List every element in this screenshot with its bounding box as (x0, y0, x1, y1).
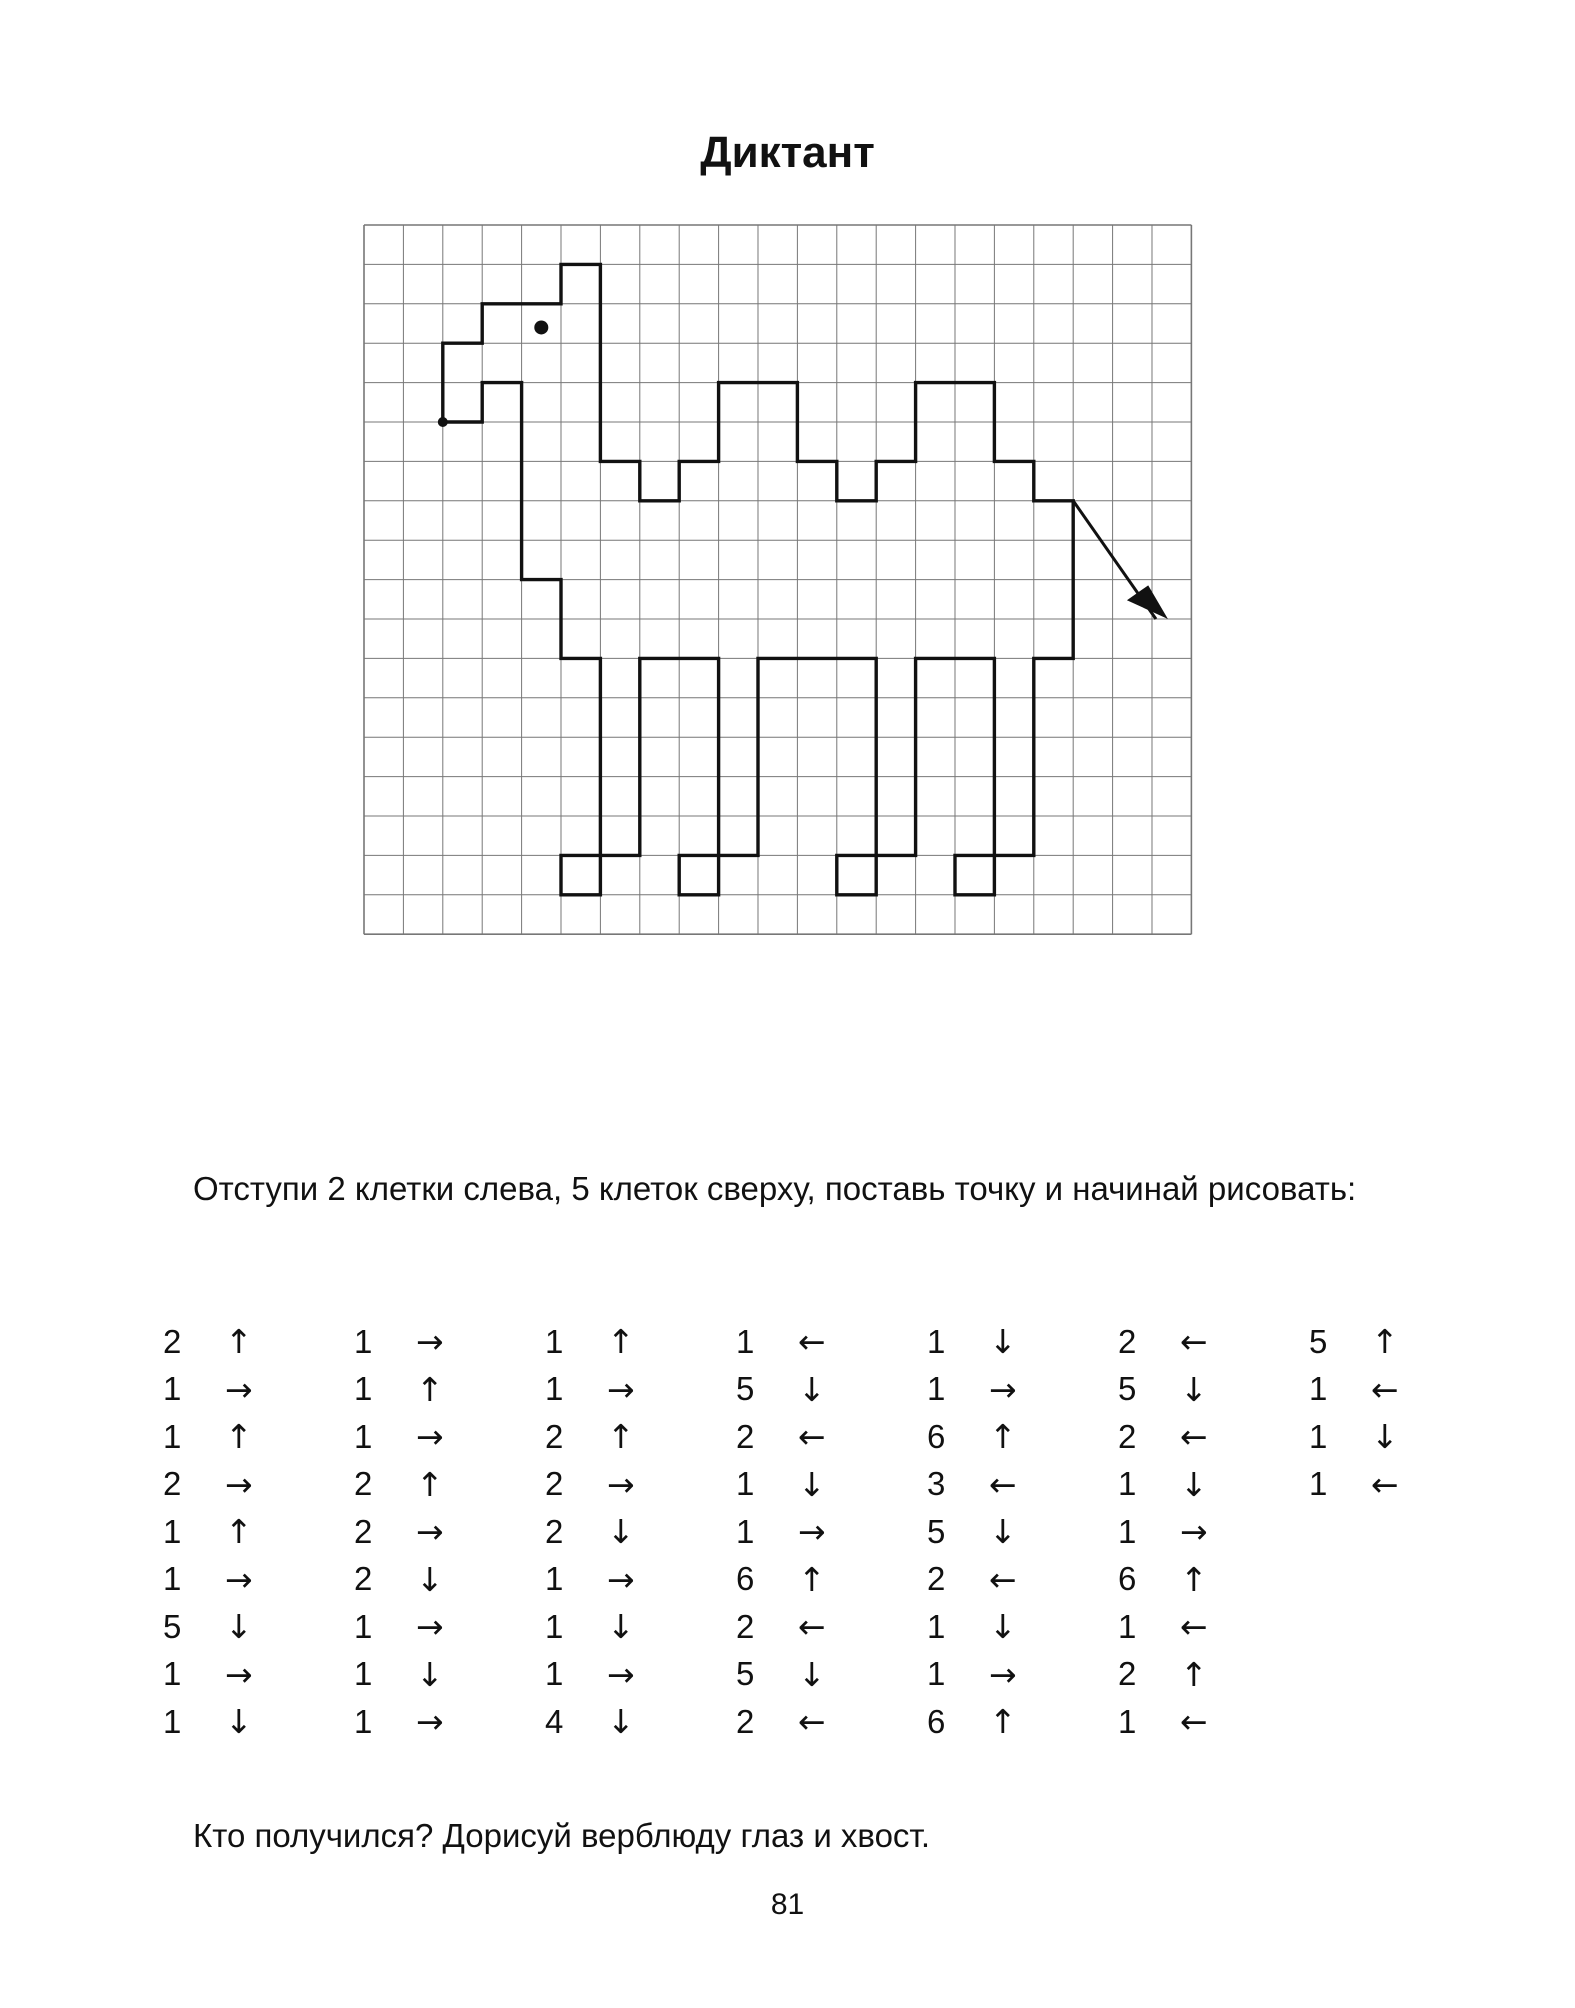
arrow-up-icon: ↑ (798, 1559, 826, 1599)
dictation-step (163, 1651, 313, 1699)
dictation-step (163, 1698, 313, 1746)
dictation-step (163, 1603, 313, 1651)
step-count: 1 (163, 1702, 182, 1740)
arrow-down-icon: ↓ (989, 1607, 1017, 1647)
dictation-column (927, 1318, 1077, 1746)
arrow-left-icon: ← (1180, 1702, 1208, 1742)
step-count: 1 (927, 1607, 946, 1645)
arrow-down-icon: ↓ (225, 1607, 253, 1647)
dictation-step (927, 1318, 1077, 1366)
dictation-step (354, 1603, 504, 1651)
dictation-column (736, 1318, 886, 1746)
page-title: Диктант (700, 128, 875, 177)
step-count: 2 (545, 1465, 564, 1503)
step-count: 5 (1118, 1370, 1137, 1408)
arrow-right-icon: → (1180, 1512, 1208, 1552)
dictation-step (927, 1413, 1077, 1461)
step-count: 1 (927, 1322, 946, 1360)
step-count: 1 (163, 1370, 182, 1408)
step-count: 1 (927, 1370, 946, 1408)
step-count: 6 (927, 1417, 946, 1455)
dictation-step (354, 1651, 504, 1699)
arrow-down-icon: ↓ (798, 1654, 826, 1694)
dictation-step (736, 1461, 886, 1509)
dictation-step (354, 1366, 504, 1414)
step-count: 2 (354, 1560, 373, 1598)
step-count: 1 (736, 1322, 755, 1360)
arrow-left-icon: ← (798, 1607, 826, 1647)
dictation-step (1118, 1366, 1268, 1414)
arrow-down-icon: ↓ (1180, 1464, 1208, 1504)
arrow-down-icon: ↓ (798, 1464, 826, 1504)
step-count: 1 (545, 1370, 564, 1408)
arrow-up-icon: ↑ (607, 1417, 635, 1457)
dictation-step (1118, 1413, 1268, 1461)
camel-grid-figure (362, 223, 1193, 936)
dictation-step (927, 1461, 1077, 1509)
arrow-right-icon: → (416, 1322, 444, 1362)
dictation-step (1118, 1556, 1268, 1604)
instructions-text: Отступи 2 клетки слева, 5 клеток сверху, поставь точку и начинай рисовать: (193, 1170, 1357, 1207)
dictation-step (545, 1603, 695, 1651)
arrow-down-icon: ↓ (1180, 1369, 1208, 1409)
step-count: 2 (163, 1322, 182, 1360)
dictation-step (927, 1556, 1077, 1604)
arrow-right-icon: → (989, 1369, 1017, 1409)
step-count: 1 (354, 1370, 373, 1408)
dictation-step (354, 1461, 504, 1509)
arrow-down-icon: ↓ (989, 1322, 1017, 1362)
step-count: 2 (736, 1607, 755, 1645)
step-count: 1 (545, 1322, 564, 1360)
step-count: 4 (545, 1702, 564, 1740)
arrow-down-icon: ↓ (607, 1512, 635, 1552)
step-count: 5 (736, 1370, 755, 1408)
dictation-step (354, 1556, 504, 1604)
arrow-up-icon: ↑ (416, 1464, 444, 1504)
step-count: 1 (354, 1607, 373, 1645)
arrow-right-icon: → (225, 1464, 253, 1504)
dictation-step (163, 1508, 313, 1556)
dictation-step (545, 1318, 695, 1366)
question-text: Кто получился? Дорисуй верблюду глаз и хвост. (193, 1817, 931, 1854)
dictation-step (1309, 1461, 1459, 1509)
step-count: 1 (1309, 1417, 1328, 1455)
step-count: 1 (354, 1322, 373, 1360)
step-count: 2 (163, 1465, 182, 1503)
step-count: 2 (736, 1417, 755, 1455)
step-count: 6 (927, 1702, 946, 1740)
dictation-step (1309, 1366, 1459, 1414)
step-count: 5 (736, 1655, 755, 1693)
arrow-right-icon: → (798, 1512, 826, 1552)
arrow-right-icon: → (607, 1369, 635, 1409)
dictation-step (736, 1603, 886, 1651)
dictation-step (163, 1413, 313, 1461)
dictation-step (354, 1698, 504, 1746)
dictation-column (163, 1318, 313, 1746)
dictation-column (354, 1318, 504, 1746)
step-count: 2 (354, 1512, 373, 1550)
dictation-step (1118, 1508, 1268, 1556)
arrow-right-icon: → (416, 1607, 444, 1647)
step-count: 2 (545, 1512, 564, 1550)
arrow-right-icon: → (416, 1512, 444, 1552)
step-count: 1 (163, 1655, 182, 1693)
step-count: 1 (1118, 1607, 1137, 1645)
step-count: 2 (927, 1560, 946, 1598)
camel-tail-tip (1127, 585, 1168, 619)
arrow-left-icon: ← (1180, 1417, 1208, 1457)
dictation-step (354, 1413, 504, 1461)
step-count: 6 (1118, 1560, 1137, 1598)
step-count: 1 (927, 1655, 946, 1693)
arrow-left-icon: ← (989, 1559, 1017, 1599)
arrow-right-icon: → (607, 1464, 635, 1504)
arrow-down-icon: ↓ (798, 1369, 826, 1409)
arrow-left-icon: ← (1371, 1369, 1399, 1409)
arrow-right-icon: → (607, 1559, 635, 1599)
arrow-up-icon: ↑ (1180, 1654, 1208, 1694)
step-count: 2 (1118, 1655, 1137, 1693)
dictation-column (545, 1318, 695, 1746)
start-point-dot (438, 417, 448, 427)
arrow-up-icon: ↑ (225, 1322, 253, 1362)
dictation-step (927, 1366, 1077, 1414)
step-count: 1 (1309, 1465, 1328, 1503)
dictation-step (545, 1556, 695, 1604)
dictation-step (545, 1413, 695, 1461)
dictation-step (545, 1651, 695, 1699)
dictation-step (163, 1556, 313, 1604)
dictation-step (927, 1508, 1077, 1556)
step-count: 1 (1309, 1370, 1328, 1408)
dictation-step (927, 1698, 1077, 1746)
dictation-step (545, 1508, 695, 1556)
step-count: 6 (736, 1560, 755, 1598)
arrow-up-icon: ↑ (607, 1322, 635, 1362)
dictation-step (163, 1366, 313, 1414)
step-count: 1 (736, 1465, 755, 1503)
dictation-step (1118, 1603, 1268, 1651)
arrow-right-icon: → (416, 1417, 444, 1457)
dictation-step (545, 1698, 695, 1746)
step-count: 1 (354, 1702, 373, 1740)
arrow-left-icon: ← (989, 1464, 1017, 1504)
dictation-step (545, 1366, 695, 1414)
arrow-down-icon: ↓ (225, 1702, 253, 1742)
dictation-step (163, 1318, 313, 1366)
step-count: 1 (1118, 1702, 1137, 1740)
dictation-step (163, 1461, 313, 1509)
arrow-right-icon: → (225, 1654, 253, 1694)
step-count: 3 (927, 1465, 946, 1503)
step-count: 5 (927, 1512, 946, 1550)
arrow-down-icon: ↓ (607, 1607, 635, 1647)
arrow-up-icon: ↑ (225, 1417, 253, 1457)
page-number: 81 (770, 1888, 805, 1921)
arrow-left-icon: ← (798, 1702, 826, 1742)
arrow-left-icon: ← (798, 1322, 826, 1362)
dictation-step (736, 1556, 886, 1604)
arrow-up-icon: ↑ (1371, 1322, 1399, 1362)
step-count: 1 (354, 1417, 373, 1455)
arrow-down-icon: ↓ (989, 1512, 1017, 1552)
step-count: 1 (163, 1417, 182, 1455)
step-count: 1 (736, 1512, 755, 1550)
step-count: 1 (1118, 1512, 1137, 1550)
step-count: 5 (163, 1607, 182, 1645)
dictation-step (927, 1603, 1077, 1651)
arrow-up-icon: ↑ (989, 1417, 1017, 1457)
dictation-column (1309, 1318, 1459, 1508)
arrow-up-icon: ↑ (225, 1512, 253, 1552)
dictation-step (1118, 1698, 1268, 1746)
step-count: 2 (545, 1417, 564, 1455)
arrow-left-icon: ← (1180, 1322, 1208, 1362)
dictation-step (927, 1651, 1077, 1699)
arrow-left-icon: ← (1371, 1464, 1399, 1504)
arrow-down-icon: ↓ (1371, 1417, 1399, 1457)
step-count: 1 (545, 1560, 564, 1598)
dictation-step (1118, 1461, 1268, 1509)
arrow-left-icon: ← (798, 1417, 826, 1457)
arrow-up-icon: ↑ (416, 1369, 444, 1409)
arrow-right-icon: → (225, 1559, 253, 1599)
arrow-up-icon: ↑ (1180, 1559, 1208, 1599)
dictation-step (1118, 1318, 1268, 1366)
dictation-column (1118, 1318, 1268, 1746)
step-count: 1 (163, 1512, 182, 1550)
dictation-step (1118, 1651, 1268, 1699)
step-count: 2 (736, 1702, 755, 1740)
dictation-step (736, 1698, 886, 1746)
dictation-step (736, 1651, 886, 1699)
arrow-left-icon: ← (1180, 1607, 1208, 1647)
dictation-step (736, 1413, 886, 1461)
step-count: 2 (354, 1465, 373, 1503)
step-count: 1 (545, 1655, 564, 1693)
step-count: 2 (1118, 1322, 1137, 1360)
step-count: 1 (545, 1607, 564, 1645)
dictation-step (545, 1461, 695, 1509)
dictation-step (354, 1508, 504, 1556)
step-count: 5 (1309, 1322, 1328, 1360)
dictation-step (736, 1366, 886, 1414)
step-count: 1 (354, 1655, 373, 1693)
grid-lines (364, 225, 1191, 934)
dictation-step (354, 1318, 504, 1366)
step-count: 1 (1118, 1465, 1137, 1503)
arrow-down-icon: ↓ (416, 1654, 444, 1694)
dictation-step (736, 1318, 886, 1366)
dictation-step (736, 1508, 886, 1556)
arrow-right-icon: → (416, 1702, 444, 1742)
step-count: 2 (1118, 1417, 1137, 1455)
step-count: 1 (163, 1560, 182, 1598)
arrow-down-icon: ↓ (607, 1702, 635, 1742)
arrow-right-icon: → (989, 1654, 1017, 1694)
arrow-right-icon: → (225, 1369, 253, 1409)
dictation-table (163, 1318, 1463, 1748)
dictation-step (1309, 1318, 1459, 1366)
arrow-right-icon: → (607, 1654, 635, 1694)
camel-eye-dot (534, 320, 548, 334)
dictation-step (1309, 1413, 1459, 1461)
arrow-up-icon: ↑ (989, 1702, 1017, 1742)
arrow-down-icon: ↓ (416, 1559, 444, 1599)
